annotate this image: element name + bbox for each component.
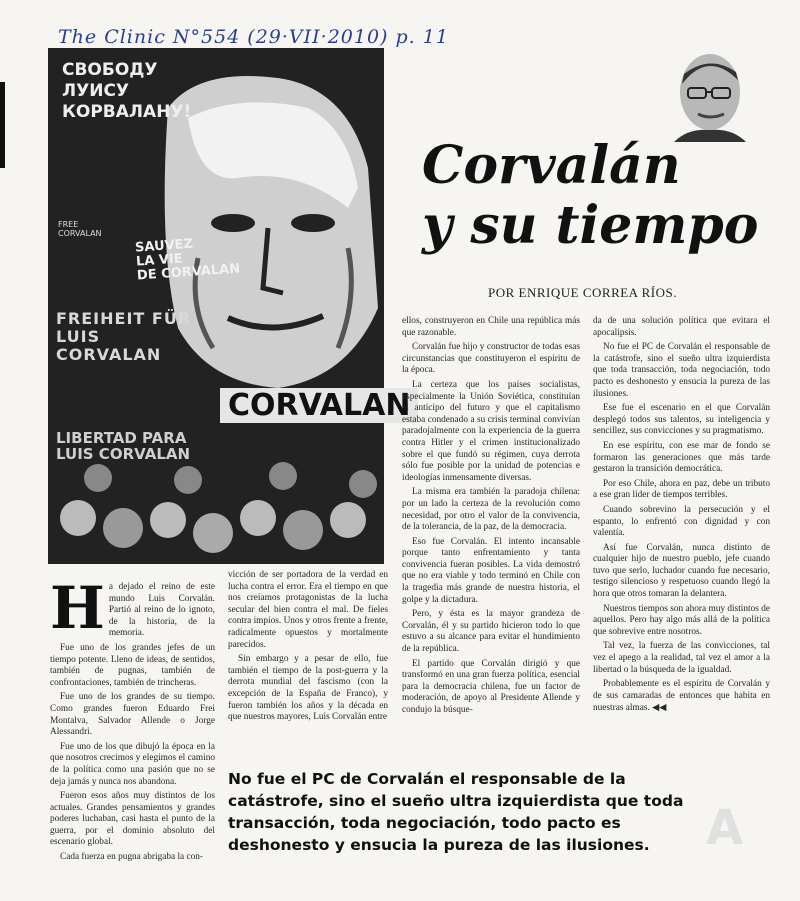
- article-column-4: [593, 316, 770, 718]
- paragraph-text: Probablemente es el espíritu de Corvalán y de sus camaradas de entonces que habita en nuestras almas.: [593, 679, 770, 714]
- poster-libertad-text: LIBERTAD PARA LUIS CORVALAN: [56, 429, 191, 463]
- paragraph: Cuando sobrevino la persecución y el espanto, lo enfrentó con dignidad y con valentía.: [593, 504, 770, 539]
- paragraph: Pero, y ésta es la mayor grandeza de Corvalán, él y su partido hicieron todo lo que estuvo a su alcance para evitar el hundimiento de la república.: [402, 609, 580, 655]
- paragraph: [593, 679, 770, 715]
- end-of-article-mark: ◀◀: [652, 702, 667, 714]
- pull-quote: No fue el PC de Corvalán el responsable de la catástrofe, sino el sueño ultra izquierdista que toda transacción, toda negociación, todo pacto es deshonesto y ensucia la pureza de las ilusiones.: [228, 770, 684, 854]
- scan-edge-mark: [0, 82, 5, 168]
- clipping-handwritten-note: The Clinic N°554 (29·VII·2010) p. 11: [58, 26, 449, 48]
- article-column-1: [50, 574, 215, 867]
- paragraph: a dejado el reino de este mundo Luis Corvalán. Partió al reino de lo ignoto, de la historia, de la memoria.: [108, 582, 215, 639]
- paragraph: La misma era también la paradoja chilena: por un lado la certeza de la revolución como necesidad, por otro el valor de la convivencia, de la tolerancia, de la paz, de la democracia.: [402, 487, 580, 533]
- poster-freiheit-text: FREIHEIT FÜR LUIS CORVALAN: [56, 309, 192, 364]
- paragraph: No fue el PC de Corvalán el responsable de la catástrofe, sino el sueño ultra izquierdista que toda transacción, toda negociación, todo pacto es deshonesto y ensucia la pureza de las ilusiones.: [593, 342, 770, 399]
- paragraph: Fueron esos años muy distintos de los actuales. Grandes pensamientos y grandes poderes luchaban, casi hasta el punto de la guerra, por el dominio absoluto del escenario global.: [50, 791, 215, 848]
- paragraph: Ese fue el escenario en el que Corvalán desplegó todos sus talentos, su inteligencia y sencillez, sus convicciones y su pragmatismo.: [593, 403, 770, 437]
- paragraph: Por eso Chile, ahora en paz, debe un tributo a ese gran líder de tiempos terribles.: [593, 478, 770, 501]
- paragraph: El partido que Corvalán dirigió y que transformó en una gran fuerza política, esencial para la democracia chilena, fue un factor de moderación, de apoyo al Presidente Allende y condujo la búsque-: [402, 658, 580, 715]
- article-byline: POR ENRIQUE CORREA RÍOS.: [488, 285, 677, 300]
- poster-sauvez-text: SAUVEZ LA VIE DE CORVALAN: [134, 236, 241, 284]
- paragraph: Así fue Corvalán, nunca distinto de cualquier hijo de nuestro pueblo, jefe cuando tuvo que serlo, luchador cuando fue necesario, testigo silencioso y respetuoso cuando llegó la hora que otros tomaran la delantera.: [593, 542, 770, 600]
- paragraph: Sin embargo y a pesar de ello, fue también el tiempo de la post-guerra y la derrota mundial del fascismo (con la excepción de la España de Franco), y fueron también los años y la década en que nuestros mayores, Luis Corvalán entre: [228, 654, 388, 723]
- poster-corvalan-banner: CORVALAN: [220, 388, 418, 423]
- paragraph: da de una solución política que evitara el apocalipsis.: [593, 316, 770, 338]
- poster-free-text: FREE CORVALAN: [58, 220, 102, 238]
- paragraph: En ese espíritu, con ese mar de fondo se formaron las generaciones que más tarde gestaron la transición democrática.: [593, 440, 770, 475]
- corvalan-poster-image: [48, 48, 411, 564]
- paragraph: Tal vez, la fuerza de las convicciones, tal vez el apego a la realidad, tal vez el amor a la libertad o la búsqueda de la igualdad.: [593, 641, 770, 675]
- article-column-2: [228, 570, 388, 727]
- drop-cap: H: [50, 574, 105, 642]
- article-headline: [422, 136, 782, 256]
- paragraph: Fue uno de los grandes jefes de un tiempo potente. Lleno de ideas, de sentidos, también de pugnas, también de confrontaciones, también de trincheras.: [50, 642, 215, 688]
- paragraph: Fue uno de los grandes de su tiempo. Como grandes fueron Eduardo Frei Montalva, Salvador Allende o Jorge Alessandri.: [50, 692, 215, 738]
- paragraph: Eso fue Corvalán. El intento incansable porque tanto enfrentamiento y tanta convivencia fueran posibles. La vida demostró que no era viable y todo terminó en Chile con la tragedia más grande de nuestra historia, el golpe y la dictadura.: [402, 536, 580, 605]
- paragraph: Fue uno de los que dibujó la época en la que nosotros crecimos y elegimos el camino de la política como una pasión que no se deja jamás y nunca nos abandona.: [50, 741, 215, 787]
- paragraph: Cada fuerza en pugna abrigaba la con-: [60, 852, 203, 863]
- article-column-3: [402, 316, 580, 720]
- poster-artwork: [48, 48, 384, 564]
- paragraph: vicción de ser portadora de la verdad en lucha contra el error. Era el tiempo en que nos creíamos protagonistas de la lucha secular del bien contra el mal. De fieles contra impíos. Unos y otros frente a frente, radicalmente opuestos y mortalmente parecidos.: [228, 570, 388, 650]
- paragraph: ellos, construyeron en Chile una república más que razonable.: [402, 316, 580, 338]
- headline-line-1: Corvalán: [422, 135, 681, 196]
- bleed-through-letter: A: [706, 800, 744, 856]
- headline-line-2: y su tiempo: [422, 195, 759, 256]
- author-portrait: [668, 50, 748, 142]
- poster-russian-slogan: СВОБОДУ ЛУИСУ КОРВАЛАНУ!: [62, 60, 192, 122]
- paragraph: La certeza que los países socialistas, especialmente la Unión Soviética, constituían el anticipo del futuro y que el capitalismo estaba condenado a su crisis terminal convivían paradojalmente con la experiencia de la guerra contra Hitler y el crimen institucionalizado sobre el que fundó su régimen, cuya derrota sólo fue posible por la unidad de potencias e ideologías inmensamente diversas.: [402, 379, 580, 483]
- paragraph: Corvalán fue hijo y constructor de todas esas circunstancias que constituyeron el espíritu de la época.: [402, 342, 580, 376]
- paragraph: Nuestros tiempos son ahora muy distintos de aquellos. Pero hay algo más allá de la política que sobrevive entre nosotros.: [593, 603, 770, 637]
